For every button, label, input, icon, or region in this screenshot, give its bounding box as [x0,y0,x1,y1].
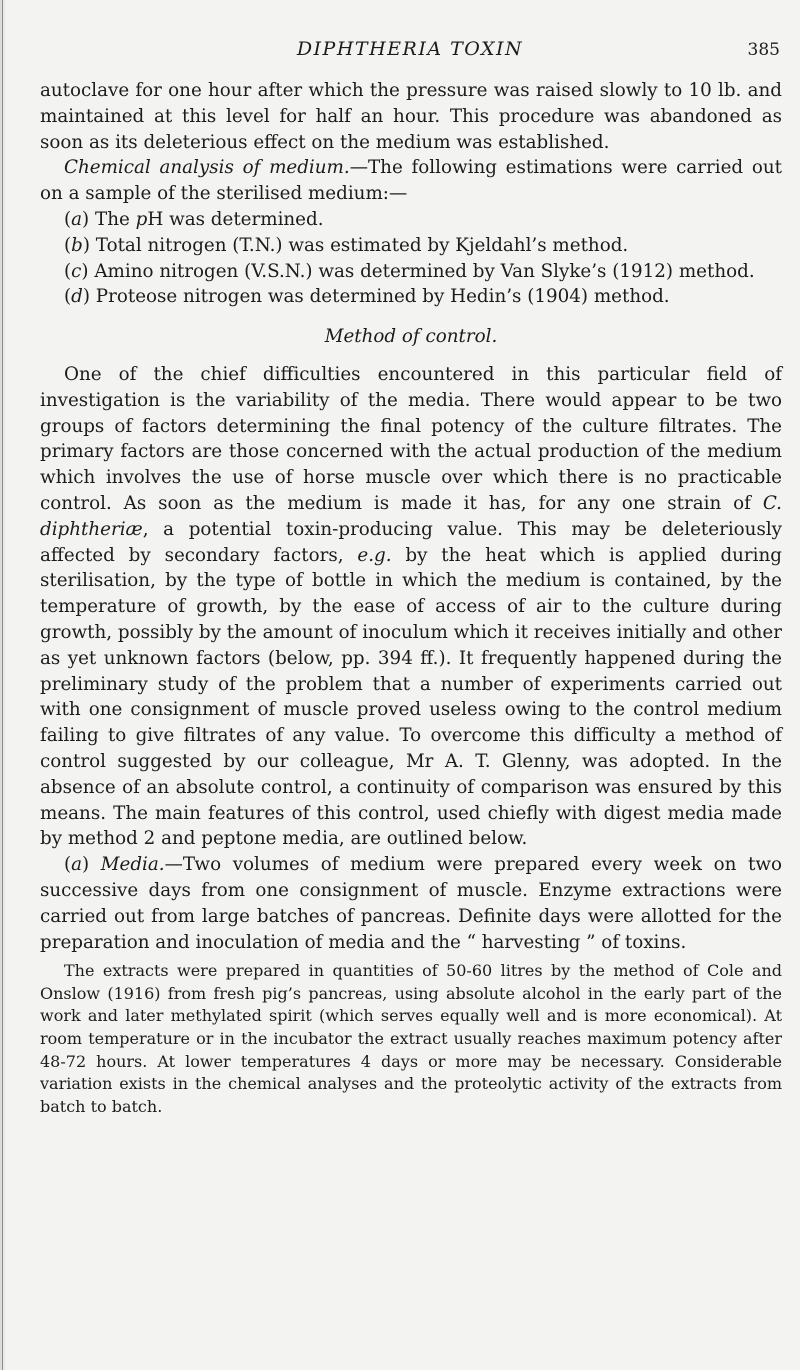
media-marker: a [71,854,83,876]
section-heading-method-of-control: Method of control. [324,326,498,348]
media-heading: Media. [100,854,165,876]
page-gutter-shadow [0,0,6,1370]
list-marker-a: a [71,208,83,230]
page-header [40,38,780,68]
chemical-analysis-intro: —The following estimations were carried out on a sample of the sterilised medium:— [40,157,782,205]
media-text: —Two volumes of medium were prepared every week on two successive days from one consignment of muscle. Enzyme extractions were carried out from large batches of pancreas. Definite days were allotted for the preparation and inoculation of media and the “ harvesting ” of toxins. [40,854,782,953]
abbrev-eg: e.g. [357,544,392,566]
list-marker-c: c [71,260,82,282]
paragraph-autoclave: autoclave for one hour after which the pressure was raised slowly to 10 lb. and maintained at this level for half an hour. This procedure was abandoned as soon as its deleterious effect on the medium was established. [40,80,782,153]
ph-p: p [135,208,148,230]
page-number: 385 [747,40,780,60]
small-print-paragraph: The extracts were prepared in quantities of 50-60 litres by the method of Cole and Onslow (1916) from fresh pig’s pancreas, using absolute alcohol in the early part of the work and later methylated spirit (which serves equally well and is more economical). At room temperature or in the incubator the extract usually reaches maximum potency after 48-72 hours. At lower temperatures 4 days or more may be necessary. Considerable variation exists in the chemical analyses and the proteolytic activity of the extracts from batch to batch. [40,961,782,1116]
species-name: C. diphtheriæ [40,492,782,540]
page-content [40,78,782,1118]
paragraph-method-of-control: One of the chief difficulties encountered in this particular field of investigation is the variability of the media. There would appear to be two groups of factors determining the final potency of the culture filtrates. The primary factors are those concerned with the actual production of the medium which involves the use of horse muscle over which there is no practicable control. As soon as the medium is made it has, for any one strain of C. diphtheriæ, a potential toxin-producing value. This may be deleteriously affected by secondary factors, e.g. by the heat which is applied during sterilisation, by the type of bottle in which the medium is contained, by the temperature of growth, by the ease of access of air to the culture during growth, possibly by the amount of inoculum which it receives initially and other as yet unknown factors (below, pp. 394 ff.). It frequently happened during the preliminary study of the problem that a number of experiments carried out with one consignment of muscle proved useless owing to the control medium failing to give filtrates of any value. To overcome this difficulty a method of control suggested by our colleague, Mr A. T. Glenny, was adopted. In the absence of an absolute control, a continuity of comparison was ensured by this means. The main features of this control, used chiefly with digest media made by method 2 and peptone media, are outlined below. [40,363,782,850]
list-item-ph: (a) The pH was determined. [64,208,324,230]
list-item-total-nitrogen: (b) Total nitrogen (T.N.) was estimated by Kjeldahl’s method. [64,234,629,256]
list-item-amino-nitrogen: (c) Amino nitrogen (V.S.N.) was determined by Van Slyke’s (1912) method. [64,260,755,282]
binding-edge-line [2,0,3,1370]
paragraph-chemical-analysis [40,155,782,207]
running-title: DIPHTHERIA TOXIN [296,38,524,60]
list-marker-d: d [71,286,83,308]
list-marker-b: b [71,234,83,256]
list-item-proteose-nitrogen: (d) Proteose nitrogen was determined by Hedin’s (1904) method. [64,286,670,308]
paragraph-media: (a) Media.—Two volumes of medium were prepared every week on two successive days from one consignment of muscle. Enzyme extractions were carried out from large batches of pancreas. Definite days were allotted for the preparation and inoculation of media and the “ harvesting ” of toxins. [40,854,782,953]
chemical-analysis-heading: Chemical analysis of medium. [64,157,350,179]
